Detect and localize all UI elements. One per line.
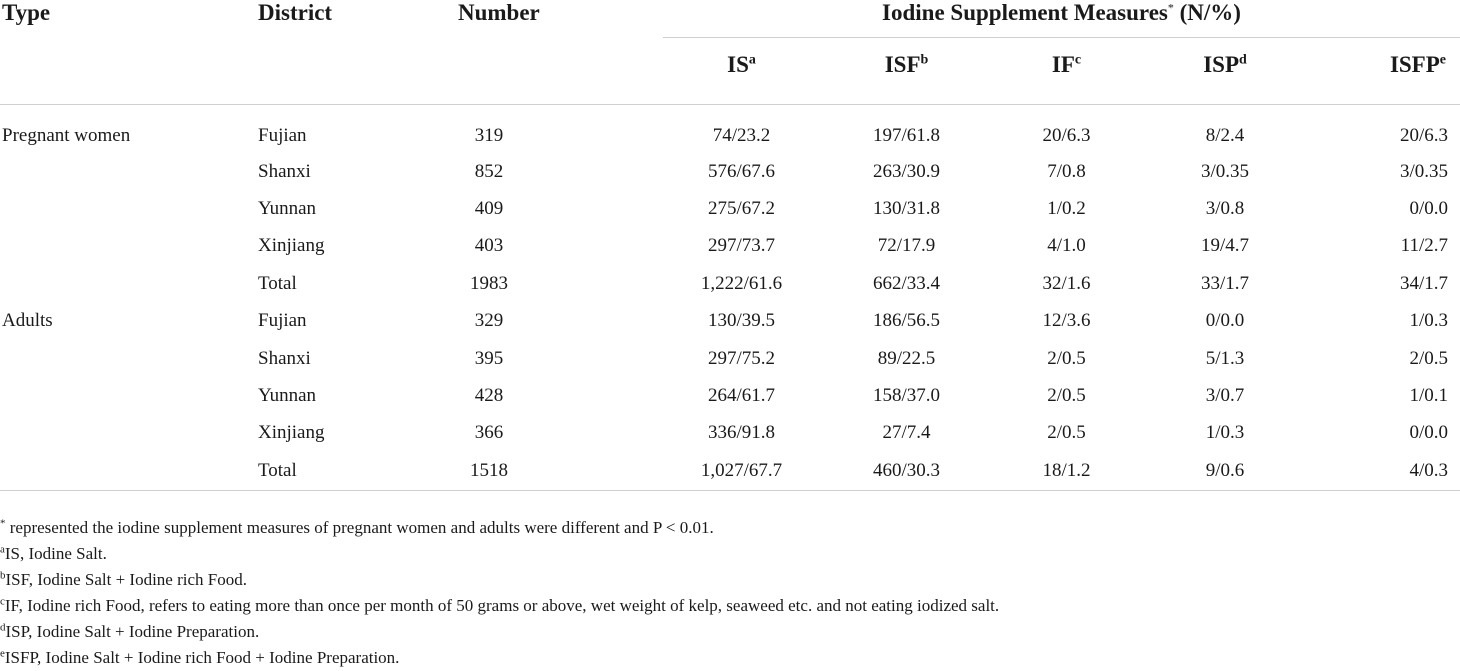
cell-if: 2/0.5 [1047, 385, 1086, 407]
cell-isp: 3/0.8 [1205, 198, 1245, 220]
cell-type: Adults [2, 310, 53, 332]
header-isf: ISF$^b$ [884, 52, 929, 77]
cell-number: 329 [474, 310, 504, 332]
header-if: $IF^c$ [1051, 52, 1082, 77]
cell-isf: 186/56.5 [872, 310, 941, 332]
cell-isfp: 11/2.7 [1400, 235, 1448, 257]
cell-isp: 9/0.6 [1140, 452, 1310, 490]
cell-number: 403 [474, 235, 504, 257]
cell-type [0, 153, 258, 190]
cell-district: Shanxi [258, 347, 311, 369]
cell-if: 2/0.5 [1047, 422, 1086, 444]
footnote: $^a$IS, Iodine Salt. [0, 543, 107, 563]
footnote: * represented the iodine supplement measures of pregnant women and adults were different and P < 0.01. [0, 517, 714, 537]
cell-isf: 197/61.8 [872, 125, 941, 146]
cell-number: 1518 [458, 452, 663, 490]
table-row [0, 228, 1460, 265]
cell-type: Pregnant women [2, 125, 131, 146]
table-row [0, 190, 1460, 227]
cell-is: 1,222/61.6 [700, 272, 783, 294]
cell-type [0, 452, 258, 490]
cell-isf: 263/30.9 [872, 160, 941, 182]
cell-is: 130/39.5 [707, 310, 776, 332]
cell-isp: 0/0.0 [1205, 310, 1245, 332]
cell-isfp: 34/1.7 [1399, 272, 1448, 294]
table-row [0, 340, 1460, 377]
header-district: District [258, 0, 333, 25]
cell-type [0, 265, 258, 302]
cell-is: 297/73.7 [707, 235, 776, 257]
header-isp: ISP$^d$ [1203, 52, 1247, 77]
footnote: $^d$ISP, Iodine Salt + Iodine Preparation. [0, 621, 260, 641]
table-row [0, 377, 1460, 414]
cell-type [0, 340, 258, 377]
cell-if: 12/3.6 [1042, 310, 1091, 332]
cell-isp: 3/0.35 [1200, 160, 1250, 182]
cell-type [0, 228, 258, 265]
header-row-secondary [0, 38, 1460, 105]
header-is: $IS^a$ [727, 52, 756, 77]
cell-type [0, 190, 258, 227]
cell-is: 264/61.7 [707, 385, 776, 407]
table-row [0, 265, 1460, 302]
table-row [0, 153, 1460, 190]
cell-number: 319 [474, 125, 504, 146]
cell-isp: 8/2.4 [1205, 125, 1245, 146]
cell-isfp: 20/6.3 [1399, 125, 1448, 146]
cell-if: 4/1.0 [1047, 235, 1086, 257]
header-group-unit: (N/%) [1173, 0, 1241, 25]
header-group-label: Iodine Supplement Measures [882, 0, 1168, 25]
cell-isp: 33/1.7 [1200, 272, 1250, 294]
cell-isfp: 4/0.3 [1310, 452, 1460, 490]
cell-district: Yunnan [258, 198, 317, 220]
cell-number: 366 [474, 422, 504, 444]
cell-if: 32/1.6 [1042, 272, 1091, 294]
cell-isp: 5/1.3 [1205, 347, 1245, 369]
header-type: Type [2, 0, 51, 25]
cell-isfp: 1/0.1 [1409, 385, 1448, 407]
cell-isf: 89/22.5 [877, 347, 936, 369]
cell-isf: 158/37.0 [872, 385, 941, 407]
cell-district: Shanxi [258, 160, 311, 182]
table-footnotes [0, 515, 1460, 671]
cell-isf: 662/33.4 [872, 272, 941, 294]
cell-number: 395 [474, 347, 504, 369]
cell-if: 2/0.5 [1047, 347, 1086, 369]
cell-isp: 19/4.7 [1200, 235, 1250, 257]
cell-is: 1,027/67.7 [663, 452, 820, 490]
header-iodine-measures [663, 0, 1460, 38]
table-body [0, 105, 1460, 491]
cell-district: Yunnan [258, 385, 317, 407]
table-row [0, 452, 1460, 490]
cell-isf: 27/7.4 [882, 422, 931, 444]
cell-number: 1983 [470, 272, 508, 294]
cell-isfp: 0/0.0 [1409, 198, 1448, 220]
cell-isp: 3/0.7 [1205, 385, 1245, 407]
header-number: Number [458, 0, 540, 25]
cell-number: 409 [474, 198, 504, 220]
cell-isfp: 2/0.5 [1409, 347, 1448, 369]
footnote: $^b$ISF, Iodine Salt + Iodine rich Food. [0, 569, 247, 589]
cell-is: 576/67.6 [707, 160, 776, 182]
cell-isfp: 3/0.35 [1399, 160, 1448, 182]
cell-district: Fujian [258, 125, 307, 146]
cell-type [0, 415, 258, 452]
cell-district: Xinjiang [258, 235, 325, 257]
cell-is: 275/67.2 [707, 198, 776, 220]
header-row-primary [0, 0, 1460, 38]
header-isfp: ISFP$^e$ [1389, 52, 1446, 77]
cell-if: 1/0.2 [1047, 198, 1086, 220]
cell-if: 20/6.3 [1042, 125, 1091, 146]
cell-type [0, 377, 258, 414]
cell-number: 428 [474, 385, 504, 407]
cell-is: 74/23.2 [712, 125, 771, 146]
cell-number: 852 [474, 160, 504, 182]
footnote: $^e$ISFP, Iodine Salt + Iodine rich Food + Iodine Preparation. [0, 647, 400, 667]
table-row [0, 415, 1460, 452]
cell-if: 7/0.8 [1047, 160, 1086, 182]
table-row [0, 303, 1460, 340]
cell-isf: 130/31.8 [872, 198, 941, 220]
cell-is: 297/75.2 [707, 347, 776, 369]
cell-isfp: 1/0.3 [1409, 310, 1448, 332]
footnote: $^c$IF, Iodine rich Food, refers to eating more than once per month of 50 grams or above, wet weight of kelp, seaweed etc. and not eating iodized salt. [0, 595, 1000, 615]
cell-if: 18/1.2 [993, 452, 1140, 490]
cell-district: Total [258, 272, 297, 294]
table-row [0, 105, 1460, 154]
cell-isfp: 0/0.0 [1409, 422, 1448, 444]
cell-district: Total [258, 452, 458, 490]
header-group-star: * [1167, 0, 1174, 15]
cell-is: 336/91.8 [707, 422, 776, 444]
cell-district: Fujian [258, 310, 307, 332]
cell-isp: 1/0.3 [1205, 422, 1245, 444]
cell-isf: 460/30.3 [820, 452, 993, 490]
cell-district: Xinjiang [258, 422, 325, 444]
cell-isf: 72/17.9 [877, 235, 936, 257]
